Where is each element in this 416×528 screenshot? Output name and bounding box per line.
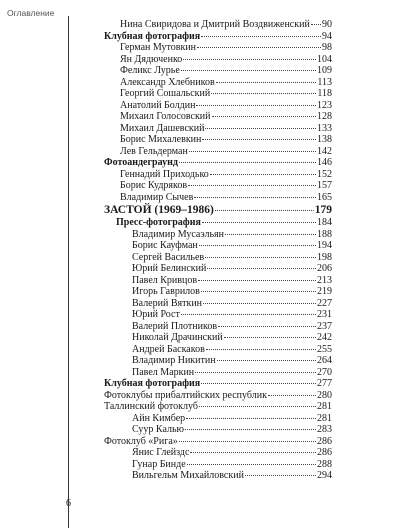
toc-entry-page: 294 bbox=[317, 470, 332, 481]
toc-entry-page: 188 bbox=[317, 228, 332, 240]
dot-leader bbox=[212, 116, 316, 117]
toc-entry[interactable] bbox=[104, 470, 332, 482]
toc-entry[interactable] bbox=[104, 192, 332, 204]
toc-entry-page: 138 bbox=[317, 134, 332, 145]
toc-entry-page: 113 bbox=[317, 76, 332, 88]
dot-leader bbox=[206, 349, 316, 350]
toc-entry-page: 165 bbox=[317, 191, 332, 203]
toc-entry-title: Клубная фотография bbox=[104, 30, 201, 42]
dot-leader bbox=[245, 475, 316, 476]
toc-entry[interactable] bbox=[104, 413, 332, 425]
toc-entry[interactable] bbox=[104, 77, 332, 89]
toc-entry-title: Фотоклубы прибалтийских республик bbox=[104, 389, 267, 401]
toc-entry-page: 184 bbox=[317, 217, 332, 228]
toc-entry[interactable] bbox=[104, 390, 332, 402]
toc-entry-title: Геннадий Приходько bbox=[120, 168, 209, 180]
dot-leader bbox=[185, 429, 316, 430]
toc-entry[interactable] bbox=[104, 229, 332, 241]
toc-entry[interactable] bbox=[104, 146, 332, 158]
toc-entry[interactable] bbox=[104, 169, 332, 181]
dot-leader bbox=[199, 245, 316, 246]
toc-entry-page: 264 bbox=[317, 355, 332, 366]
toc-entry[interactable] bbox=[104, 436, 332, 448]
toc-entry-title: Вильгельм Михайловский bbox=[132, 470, 244, 481]
dot-leader bbox=[211, 93, 316, 94]
toc-entry[interactable] bbox=[104, 332, 332, 344]
toc-entry-title: Борис Кудряков bbox=[120, 180, 188, 191]
dot-leader bbox=[202, 139, 316, 140]
dot-leader bbox=[201, 291, 316, 292]
toc-entry-page: 90 bbox=[322, 19, 332, 30]
toc-entry[interactable] bbox=[104, 378, 332, 390]
dot-leader bbox=[205, 257, 316, 258]
toc-entry-page: 270 bbox=[317, 366, 332, 378]
toc-entry-title: Таллинский фотоклуб bbox=[104, 401, 198, 412]
toc-entry-page: 142 bbox=[317, 145, 332, 157]
dot-leader bbox=[179, 441, 316, 442]
toc-entry-title: Нина Свиридова и Дмитрий Воздвиженский bbox=[120, 19, 310, 30]
dot-leader bbox=[207, 268, 316, 269]
toc-entry-title: Клубная фотография bbox=[104, 378, 201, 389]
toc-entry-page: 255 bbox=[317, 343, 332, 355]
toc-entry-title: Георгий Сошальский bbox=[120, 88, 211, 99]
toc-entry-page: 231 bbox=[317, 309, 332, 320]
toc-entry[interactable] bbox=[104, 424, 332, 436]
dot-leader bbox=[199, 406, 316, 407]
toc-entry[interactable] bbox=[104, 204, 332, 217]
toc-entry[interactable] bbox=[104, 100, 332, 112]
toc-entry-title: Лев Гельдерман bbox=[120, 145, 188, 157]
toc-entry-title: Айн Кимбер bbox=[132, 412, 186, 424]
toc-entry-title: Валерий Плотников bbox=[132, 320, 218, 332]
toc-entry[interactable] bbox=[104, 298, 332, 310]
toc-entry-title: Владимир Сычев bbox=[120, 191, 194, 203]
toc-entry-page: 194 bbox=[317, 240, 332, 251]
toc-entry[interactable] bbox=[104, 240, 332, 252]
page-header: Оглавление bbox=[7, 8, 55, 18]
toc-entry-title: Борис Кауфман bbox=[132, 240, 198, 251]
toc-entry-page: 206 bbox=[317, 263, 332, 274]
toc-entry-page: 280 bbox=[317, 389, 332, 401]
toc-entry-title: Янис Глейздс bbox=[132, 447, 190, 458]
toc-entry-page: 128 bbox=[317, 111, 332, 122]
dot-leader bbox=[215, 210, 314, 211]
dot-leader bbox=[179, 162, 316, 163]
toc-entry-title: Михаил Дашевский bbox=[120, 122, 205, 134]
toc-entry-title: Андрей Баскаков bbox=[132, 343, 205, 355]
toc-entry-page: 104 bbox=[317, 53, 332, 65]
toc-entry-page: 109 bbox=[317, 65, 332, 76]
toc-entry[interactable] bbox=[104, 157, 332, 169]
dot-leader bbox=[186, 418, 316, 419]
toc-entry[interactable] bbox=[104, 31, 332, 43]
toc-entry-page: 118 bbox=[317, 88, 332, 99]
toc-entry-page: 157 bbox=[317, 180, 332, 191]
toc-entry-title: Герман Мутовкин bbox=[120, 42, 197, 53]
dot-leader bbox=[202, 222, 316, 223]
toc-entry-page: 146 bbox=[317, 157, 332, 168]
toc-entry[interactable] bbox=[104, 54, 332, 66]
dot-leader bbox=[203, 303, 316, 304]
toc-entry-title: Александр Хлебников bbox=[120, 76, 215, 88]
toc-entry[interactable] bbox=[104, 309, 332, 321]
toc-entry-page: 277 bbox=[317, 378, 332, 389]
toc-entry[interactable] bbox=[104, 123, 332, 135]
dot-leader bbox=[218, 326, 316, 327]
toc-entry[interactable] bbox=[104, 355, 332, 367]
toc-entry[interactable] bbox=[104, 65, 332, 77]
dot-leader bbox=[194, 197, 316, 198]
toc-entry[interactable] bbox=[104, 401, 332, 413]
dot-leader bbox=[197, 47, 321, 48]
dot-leader bbox=[217, 360, 316, 361]
toc-entry-title: Ян Дядюченко bbox=[120, 53, 183, 65]
toc-entry[interactable] bbox=[104, 344, 332, 356]
dot-leader bbox=[187, 464, 316, 465]
toc-entry[interactable] bbox=[104, 275, 332, 287]
dot-leader bbox=[198, 280, 316, 281]
toc-entry-title: Владимир Мусаэльян bbox=[132, 228, 224, 240]
table-of-contents bbox=[104, 19, 332, 482]
toc-entry-title: Пресс-фотография bbox=[116, 217, 201, 228]
toc-entry[interactable] bbox=[104, 447, 332, 459]
dot-leader bbox=[190, 452, 316, 453]
dot-leader bbox=[189, 151, 316, 152]
toc-entry-title: Гунар Бинде bbox=[132, 458, 186, 470]
toc-entry-page: 133 bbox=[317, 122, 332, 134]
dot-leader bbox=[210, 174, 316, 175]
dot-leader bbox=[181, 70, 316, 71]
dot-leader bbox=[201, 36, 321, 37]
toc-entry-page: 286 bbox=[317, 435, 332, 447]
toc-entry-page: 98 bbox=[322, 42, 332, 53]
toc-entry-title: Павел Кривцов bbox=[132, 274, 198, 286]
dot-leader bbox=[205, 128, 316, 129]
dot-leader bbox=[196, 105, 316, 106]
toc-entry-page: 281 bbox=[317, 412, 332, 424]
toc-entry-page: 152 bbox=[317, 168, 332, 180]
toc-entry-page: 288 bbox=[317, 458, 332, 470]
toc-entry[interactable] bbox=[104, 180, 332, 192]
toc-entry-page: 213 bbox=[317, 274, 332, 286]
toc-entry-title: Юрий Белинский bbox=[132, 263, 207, 274]
toc-entry-page: 242 bbox=[317, 332, 332, 343]
toc-entry[interactable] bbox=[104, 111, 332, 123]
toc-entry-page: 198 bbox=[317, 251, 332, 263]
toc-entry-page: 281 bbox=[317, 401, 332, 412]
toc-entry-page: 94 bbox=[322, 30, 332, 42]
toc-entry[interactable] bbox=[104, 252, 332, 264]
dot-leader bbox=[181, 314, 316, 315]
toc-entry[interactable] bbox=[104, 42, 332, 54]
dot-leader bbox=[311, 24, 321, 25]
toc-entry[interactable] bbox=[104, 88, 332, 100]
toc-entry-title: Феликс Лурье bbox=[120, 65, 180, 76]
toc-entry[interactable] bbox=[104, 263, 332, 275]
toc-entry-title: Игорь Гаврилов bbox=[132, 286, 200, 297]
dot-leader bbox=[188, 185, 316, 186]
toc-entry-page: 283 bbox=[317, 424, 332, 435]
toc-entry[interactable] bbox=[104, 459, 332, 471]
toc-entry-title: Павел Маркин bbox=[132, 366, 195, 378]
dot-leader bbox=[216, 82, 317, 83]
dot-leader bbox=[195, 372, 316, 373]
page-number: 6 bbox=[66, 498, 71, 509]
toc-entry-page: 123 bbox=[317, 99, 332, 111]
toc-entry-title: Владимир Никитин bbox=[132, 355, 216, 366]
dot-leader bbox=[183, 59, 316, 60]
toc-entry-title: Борис Михалевкин bbox=[120, 134, 202, 145]
dot-leader bbox=[201, 383, 316, 384]
toc-entry-page: 286 bbox=[317, 447, 332, 458]
toc-entry-title: Фотоандеграунд bbox=[104, 157, 178, 168]
toc-entry-title: Сергей Васильев bbox=[132, 251, 205, 263]
toc-entry-title: Фотоклуб «Рига» bbox=[104, 435, 178, 447]
toc-entry-title: Михаил Голосовский bbox=[120, 111, 211, 122]
toc-entry-title: Николай Драчинский bbox=[132, 332, 223, 343]
toc-entry-page: 219 bbox=[317, 286, 332, 297]
toc-entry-title: Анатолий Болдин bbox=[120, 99, 196, 111]
dot-leader bbox=[225, 234, 316, 235]
toc-entry-page: 179 bbox=[314, 204, 332, 216]
toc-entry[interactable] bbox=[104, 217, 332, 229]
dot-leader bbox=[268, 395, 316, 396]
toc-entry-page: 227 bbox=[317, 297, 332, 309]
toc-entry-title: Валерий Вяткин bbox=[132, 297, 203, 309]
toc-entry[interactable] bbox=[104, 286, 332, 298]
margin-rule bbox=[68, 16, 69, 528]
toc-entry[interactable] bbox=[104, 321, 332, 333]
toc-entry-title: Юрий Рост bbox=[132, 309, 180, 320]
toc-entry-title: ЗАСТОЙ (1969–1986) bbox=[104, 204, 214, 216]
toc-entry-title: Суур Калью bbox=[132, 424, 185, 435]
dot-leader bbox=[224, 337, 316, 338]
toc-entry-page: 237 bbox=[317, 320, 332, 332]
toc-entry[interactable] bbox=[104, 134, 332, 146]
toc-entry[interactable] bbox=[104, 19, 332, 31]
toc-entry[interactable] bbox=[104, 367, 332, 379]
